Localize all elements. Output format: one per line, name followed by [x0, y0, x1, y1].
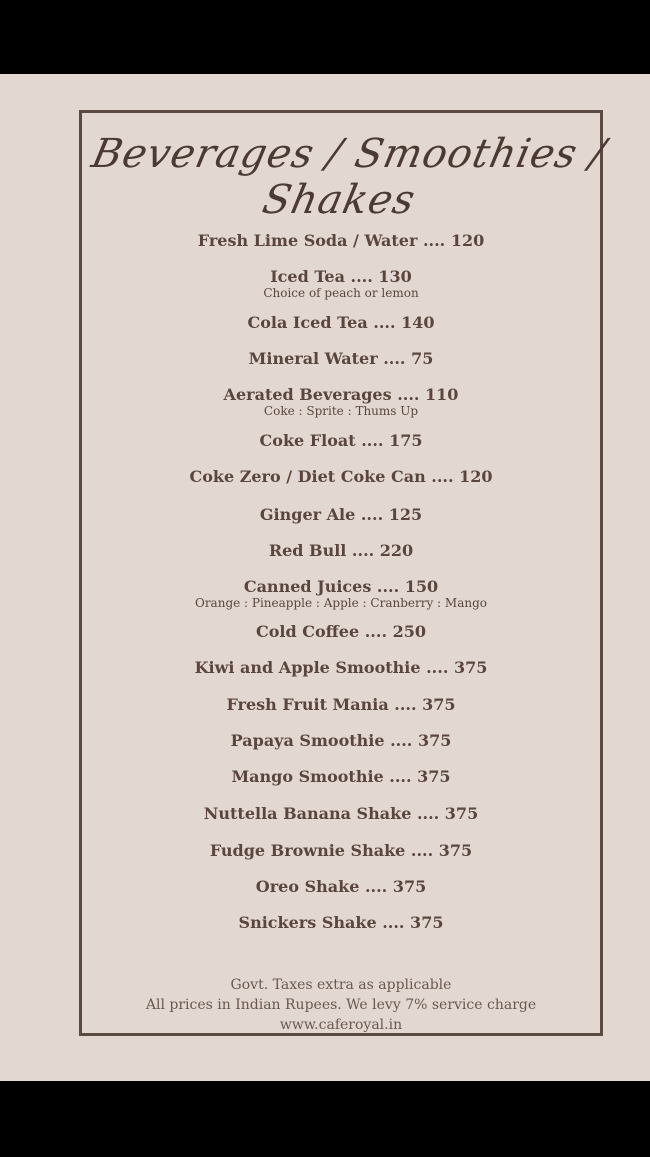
menu-item-name: Coke Zero / Diet Coke Can .... 120 — [189, 467, 493, 486]
menu-item-name: Ginger Ale .... 125 — [259, 505, 423, 524]
menu-item-name: Aerated Beverages .... 110 — [223, 385, 459, 404]
menu-item-note: Choice of peach or lemon — [263, 286, 419, 300]
menu-item — [82, 541, 600, 561]
menu-item — [82, 431, 600, 451]
menu-title: Beverages / Smoothies / Shakes — [87, 131, 611, 223]
menu-item-name: Cola Iced Tea .... 140 — [247, 313, 435, 332]
menu-item-name: Fresh Fruit Mania .... 375 — [226, 695, 456, 714]
menu-item — [82, 467, 600, 487]
menu-border-frame — [79, 110, 611, 1036]
menu-item — [82, 231, 600, 251]
website-text: www.caferoyal.in — [279, 1017, 403, 1033]
menu-footer — [82, 975, 600, 1035]
menu-item-name: Mineral Water .... 75 — [248, 349, 434, 368]
menu-item — [82, 622, 600, 642]
menu-item-name: Nuttella Banana Shake .... 375 — [203, 804, 479, 823]
menu-item — [82, 804, 600, 824]
menu-item-name: Mango Smoothie .... 375 — [231, 767, 451, 786]
menu-item-name: Kiwi and Apple Smoothie .... 375 — [194, 658, 488, 677]
menu-item — [82, 877, 600, 897]
menu-item-name: Canned Juices .... 150 — [243, 577, 439, 596]
currency-service-note: All prices in Indian Rupees. We levy 7% service charge — [145, 997, 537, 1013]
menu-item-note: Orange : Pineapple : Apple : Cranberry : Mango — [194, 596, 487, 610]
menu-item-name: Red Bull .... 220 — [268, 541, 414, 560]
menu-item-note: Coke : Sprite : Thums Up — [263, 404, 419, 418]
menu-item-name: Iced Tea .... 130 — [270, 267, 412, 286]
menu-item-name: Oreo Shake .... 375 — [255, 877, 427, 896]
menu-item — [82, 267, 600, 300]
menu-item-name: Fudge Brownie Shake .... 375 — [209, 841, 473, 860]
bottom-black-bar — [0, 1081, 650, 1157]
menu-item-name: Fresh Lime Soda / Water .... 120 — [197, 231, 485, 250]
menu-item — [82, 577, 600, 610]
menu-item — [82, 349, 600, 369]
menu-item — [82, 658, 600, 678]
menu-item — [82, 505, 600, 525]
menu-item-name: Snickers Shake .... 375 — [238, 913, 444, 932]
menu-page — [0, 74, 650, 1081]
tax-note: Govt. Taxes extra as applicable — [230, 977, 452, 993]
top-black-bar — [0, 0, 650, 74]
menu-item-name: Papaya Smoothie .... 375 — [230, 731, 452, 750]
menu-item — [82, 913, 600, 933]
menu-item — [82, 767, 600, 787]
menu-item — [82, 385, 600, 418]
menu-item — [82, 731, 600, 751]
menu-item — [82, 695, 600, 715]
menu-item — [82, 313, 600, 333]
menu-item-name: Coke Float .... 175 — [259, 431, 423, 450]
menu-item-name: Cold Coffee .... 250 — [256, 622, 426, 641]
menu-item — [82, 841, 600, 861]
